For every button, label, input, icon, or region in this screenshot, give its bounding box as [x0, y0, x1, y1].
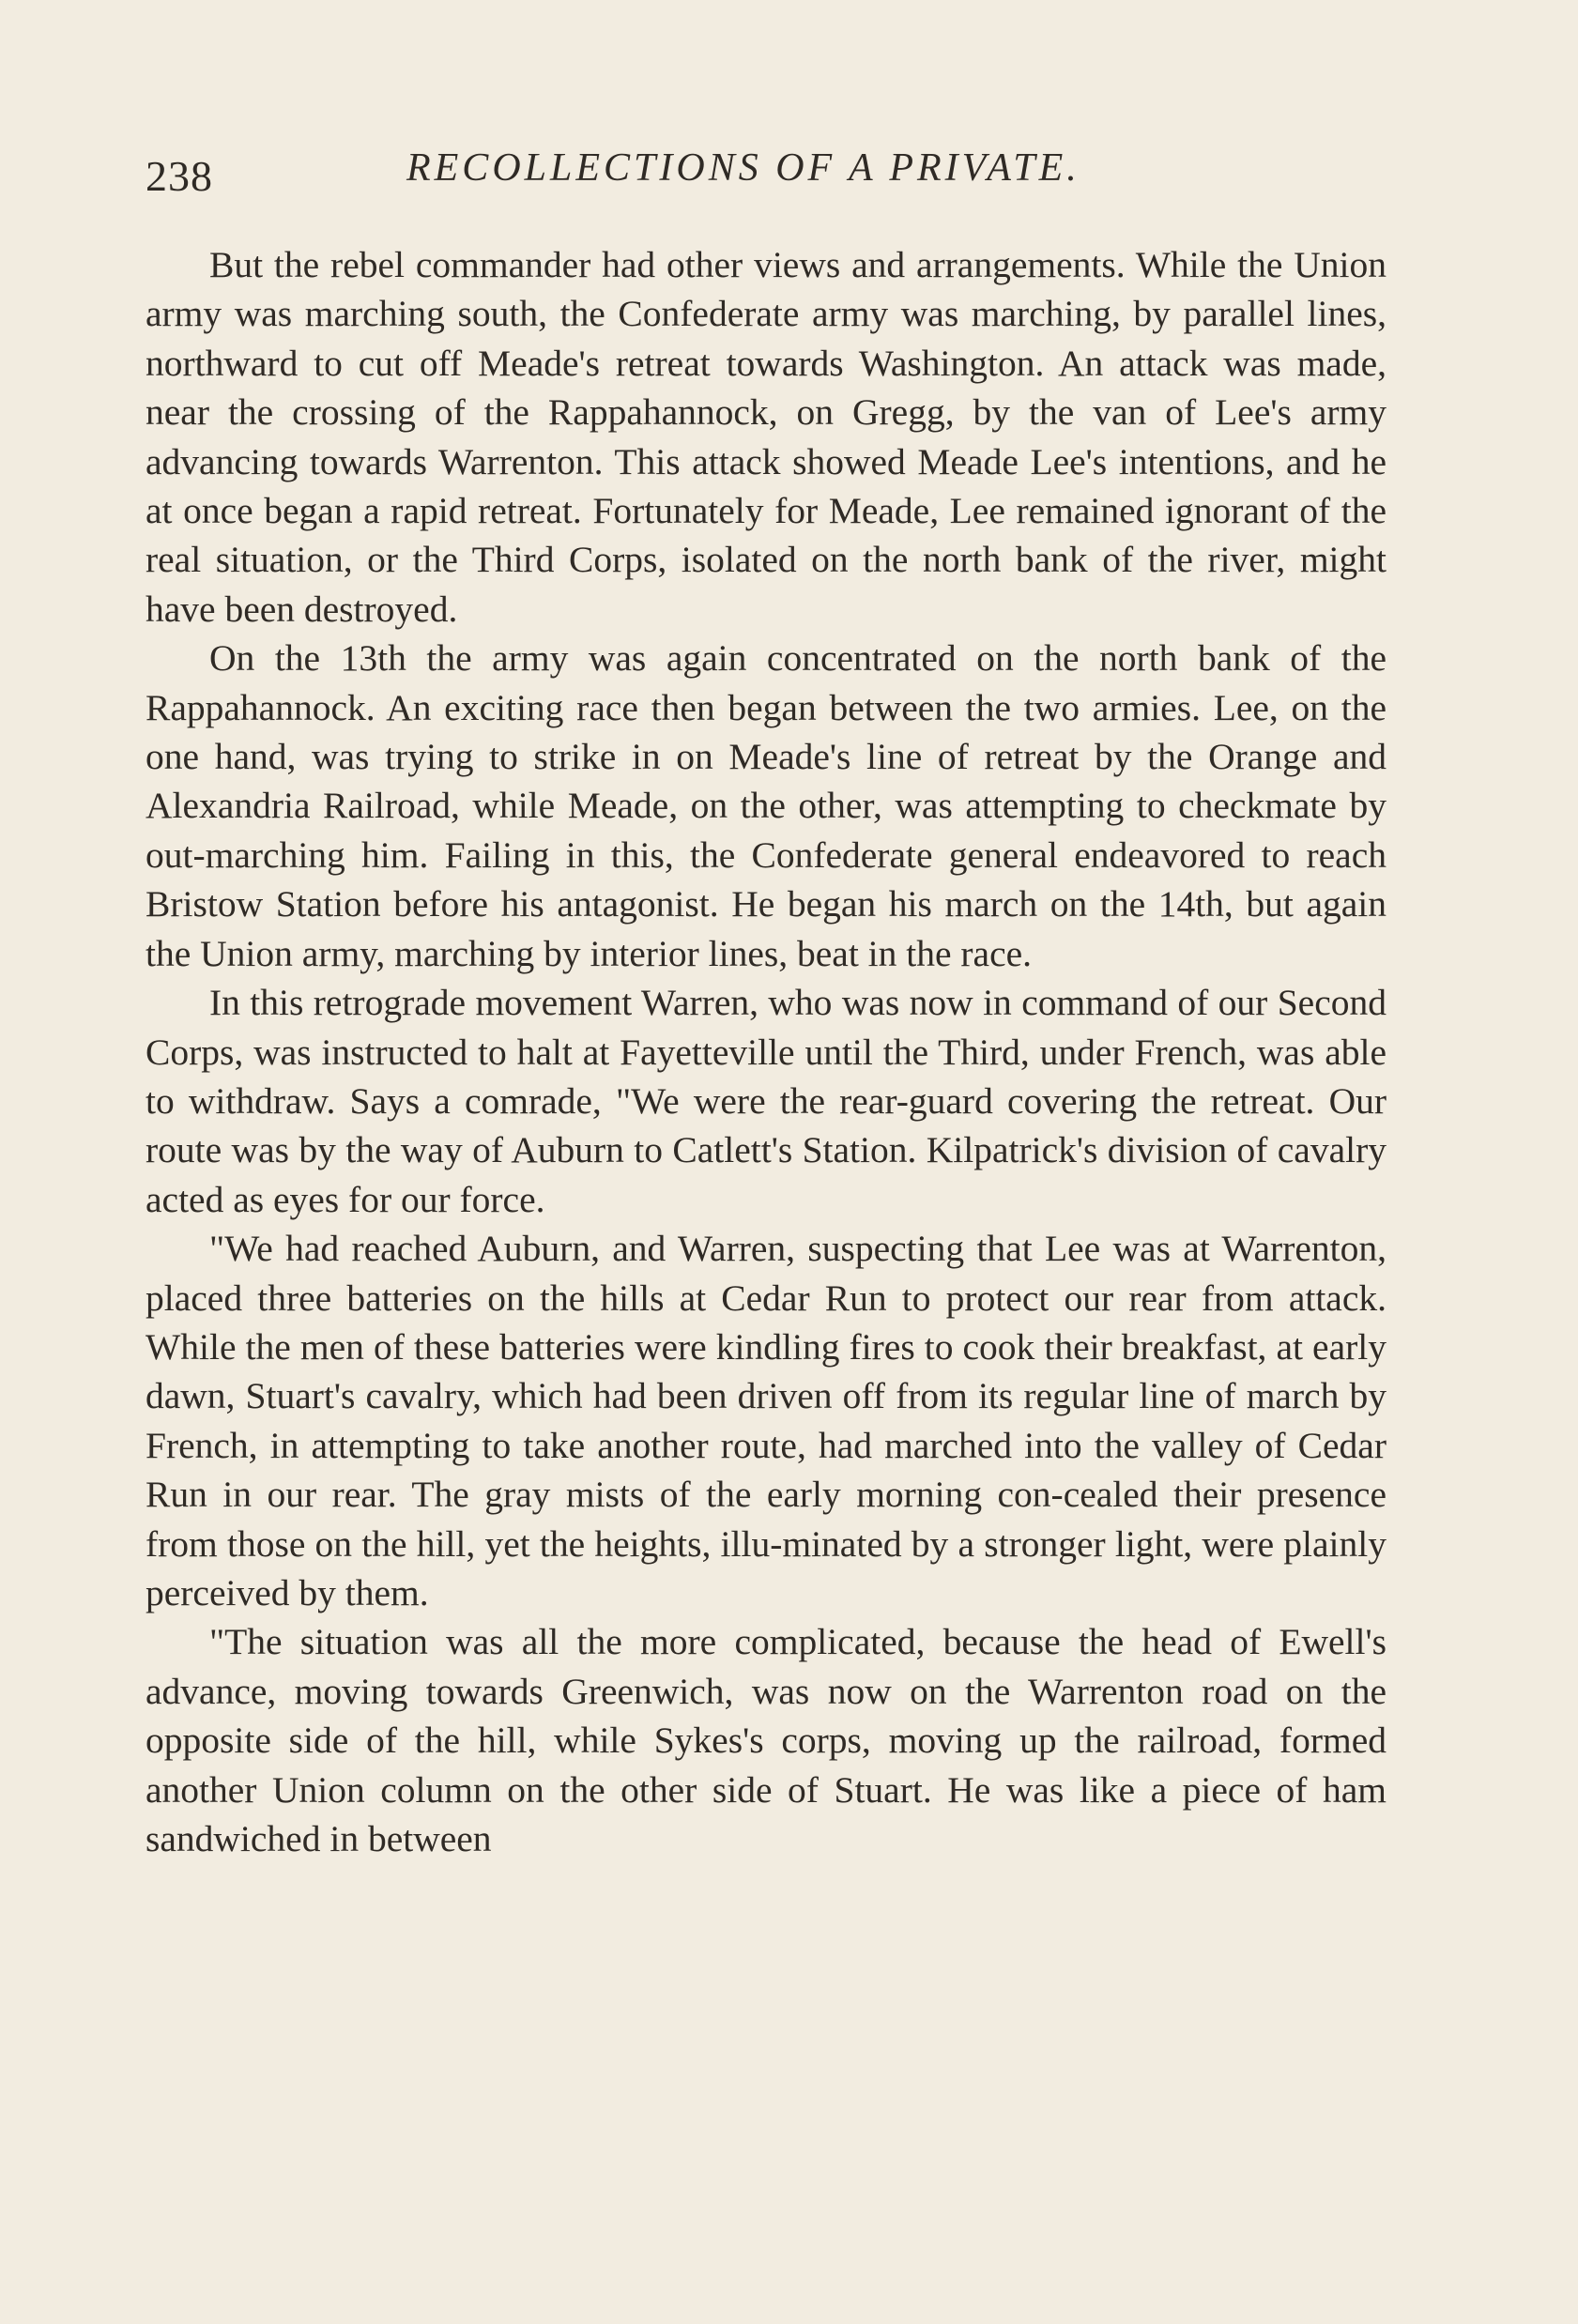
paragraph: In this retrograde movement Warren, who was now in command of our Second Corps, was instructed to halt at Fayetteville until the Third, under French, was able to withdraw. Says a comrade, "We were the rear-guard covering the retreat. Our route was by the way of Auburn to Catlett's Station. Kilpatrick's division of cavalry acted as eyes for our force. — [146, 982, 1386, 1220]
page-number: 238 — [146, 152, 213, 200]
paragraph: But the rebel commander had other views and arrangements. While the Union army was marching south, the Confederate army was marching, by parallel lines, northward to cut off Meade's retreat towards Washington. An attack was made, near the crossing of the Rappahannock, on Gregg, by the van of Lee's army advancing towards Warrenton. This attack showed Meade Lee's intentions, and he at once began a rapid retreat. Fortunately for Meade, Lee remained ignorant of the real situation, or the Third Corps, isolated on the north bank of the river, might have been destroyed. — [146, 244, 1386, 630]
paragraph: "We had reached Auburn, and Warren, suspecting that Lee was at Warrenton, placed three batteries on the hills at Cedar Run to protect our rear from attack. While the men of these batteries were kindling fires to cook their breakfast, at early dawn, Stuart's cavalry, which had been driven off from its regular line of march by French, in attempting to take another route, had marched into the valley of Cedar Run in our rear. The gray mists of the early morning con-cealed their presence from those on the hill, yet the heights, illu-minated by a stronger light, were plainly perceived by them. — [146, 1228, 1386, 1613]
running-title: RECOLLECTIONS OF A PRIVATE. — [406, 146, 1080, 190]
page-header — [146, 145, 1441, 211]
paragraph: On the 13th the army was again concentrated on the north bank of the Rappahannock. An exciting race then began between the two armies. Lee, on the one hand, was trying to strike in on Meade's line of retreat by the Orange and Alexandria Railroad, while Meade, on the other, was attempting to checkmate by out-marching him. Failing in this, the Confederate general endeavored to reach Bristow Station before his antagonist. He began his march on the 14th, but again the Union army, marching by interior lines, beat in the race. — [146, 637, 1386, 974]
body-text — [146, 240, 1386, 1863]
paragraph: "The situation was all the more complicated, because the head of Ewell's advance, moving towards Greenwich, was now on the Warrenton road on the opposite side of the hill, while Sykes's corps, moving up the railroad, formed another Union column on the other side of Stuart. He was like a piece of ham sandwiched in between — [146, 1621, 1386, 1859]
